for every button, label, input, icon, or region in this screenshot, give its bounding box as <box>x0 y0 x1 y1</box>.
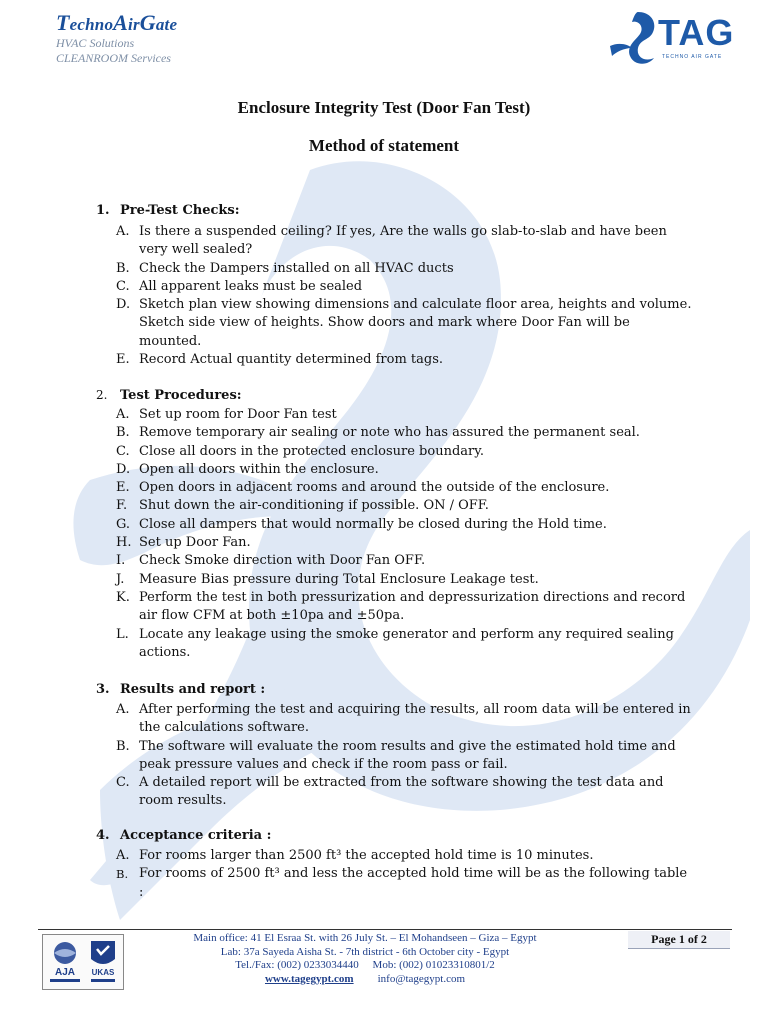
item-letter: B. <box>116 260 130 276</box>
item-letter: C. <box>116 775 130 791</box>
list-item <box>116 424 694 442</box>
item-text: The software will evaluate the room results and give the estimated hold time and peak pressure values and check if the room pass or fail. <box>139 738 676 772</box>
list-item <box>116 497 694 515</box>
item-letter: D. <box>116 461 131 477</box>
brand-word: echno <box>69 15 114 34</box>
item-letter: C. <box>116 278 130 294</box>
email-address: info@tagegypt.com <box>377 972 466 985</box>
ukas-logo-text: UKAS <box>91 968 115 977</box>
list-item <box>116 278 694 296</box>
list-item <box>116 479 694 497</box>
item-text: Set up room for Door Fan test <box>139 407 337 422</box>
item-letter: B. <box>116 867 129 882</box>
section-list <box>116 406 694 662</box>
list-item <box>116 534 694 552</box>
section-number: 4. <box>96 828 110 843</box>
brand-letter: A <box>113 10 129 35</box>
logo-subtext: TECHNO AIR GATE <box>662 54 723 60</box>
brand-letter: G <box>139 10 156 35</box>
ukas-certification-logo <box>87 939 119 985</box>
list-item <box>116 351 694 369</box>
item-letter: E. <box>116 480 130 496</box>
item-letter: A. <box>116 848 130 863</box>
section-list <box>116 701 694 811</box>
section-title: Acceptance criteria : <box>120 828 272 843</box>
item-letter: A. <box>116 407 130 422</box>
section-number: 1. <box>96 203 110 218</box>
item-text: Perform the test in both pressurization and depressurization directions and record air flow CFM at both ±10pa and ±50pa. <box>139 589 686 624</box>
section-title: Results and report : <box>120 682 266 697</box>
aja-certification-logo <box>46 939 84 985</box>
list-item <box>116 296 694 351</box>
item-text: Remove temporary air sealing or note who has assured the permanent seal. <box>139 425 640 441</box>
item-letter: B. <box>116 738 130 754</box>
section-heading <box>96 203 240 218</box>
propeller-icon <box>608 8 664 72</box>
footer-phone: Tel./Fax: (002) 0233034440 Mob: (002) 01023310801/2 <box>235 959 495 971</box>
section-title: Test Procedures: <box>120 388 242 403</box>
company-tagline-2: CLEANROOM Services <box>56 51 171 65</box>
list-item <box>116 626 694 663</box>
list-item <box>116 443 694 461</box>
company-tagline-1: HVAC Solutions <box>56 36 135 50</box>
section-title: Pre-Test Checks: <box>120 203 240 218</box>
item-text: Close all dampers that would normally be closed during the Hold time. <box>139 516 607 532</box>
list-item <box>116 223 694 260</box>
document-subtitle: Method of statement <box>308 136 460 155</box>
item-letter: J. <box>116 571 125 587</box>
list-item <box>116 260 694 278</box>
company-brand <box>56 10 177 66</box>
item-text: For rooms larger than 2500 ft³ the accepted hold time is 10 minutes. <box>139 848 594 863</box>
item-text: Set up Door Fan. <box>139 535 251 551</box>
item-letter: A. <box>116 702 130 717</box>
item-text: Record Actual quantity determined from tags. <box>139 352 444 368</box>
list-item <box>116 406 694 424</box>
list-item <box>116 589 694 626</box>
item-text: Shut down the air-conditioning if possible. ON / OFF. <box>139 498 489 514</box>
brand-word: ate <box>155 15 178 34</box>
item-text: After performing the test and acquiring the results, all room data will be entered in the calculations software. <box>139 702 691 736</box>
section-number: 2. <box>96 388 108 402</box>
item-letter: B. <box>116 425 130 441</box>
item-text: A detailed report will be extracted from the software showing the test data and room results. <box>139 775 664 809</box>
footer-divider <box>38 929 732 930</box>
section-list <box>116 223 694 369</box>
brand-letter: T <box>56 10 70 35</box>
item-letter: F. <box>116 498 128 514</box>
item-text: Open doors in adjacent rooms and around the outside of the enclosure. <box>139 480 610 496</box>
item-text: Is there a suspended ceiling? If yes, Are the walls go slab-to-slab and have been very well sealed? <box>139 224 667 258</box>
document-title: Enclosure Integrity Test (Door Fan Test) <box>237 98 531 117</box>
aja-logo-text: AJA <box>54 967 76 978</box>
item-text: Check Smoke direction with Door Fan OFF. <box>139 553 426 569</box>
website-link[interactable]: www.tagegypt.com <box>264 972 354 985</box>
section-list <box>116 847 694 902</box>
certification-logos <box>42 934 124 990</box>
item-letter: A. <box>116 224 130 239</box>
list-item <box>116 847 694 865</box>
tag-logo <box>608 8 740 72</box>
item-text: Sketch plan view showing dimensions and calculate floor area, heights and volume. Sketch side view of heights. Show doors and mark where Door Fan will be mounted. <box>139 297 692 349</box>
logo-text: TAG <box>658 12 735 53</box>
item-letter: D. <box>116 297 131 313</box>
item-text: Measure Bias pressure during Total Enclosure Leakage test. <box>139 571 539 587</box>
section-heading <box>96 828 271 843</box>
footer-address-lab: Lab: 37a Sayeda Aisha St. - 7th district - 6th October city - Egypt <box>220 945 510 958</box>
list-item <box>116 738 694 775</box>
item-text: Locate any leakage using the smoke generator and perform any required sealing actions. <box>139 626 674 660</box>
item-text: All apparent leaks must be sealed <box>139 278 363 294</box>
item-letter: E. <box>116 352 130 368</box>
item-letter: H. <box>116 535 132 551</box>
item-letter: L. <box>116 626 129 642</box>
list-item <box>116 774 694 811</box>
item-letter: I. <box>116 553 126 569</box>
list-item <box>116 516 694 534</box>
item-letter: G. <box>116 516 131 532</box>
item-letter: K. <box>116 589 130 605</box>
list-item <box>116 552 694 570</box>
footer-address-main: Main office: 41 El Esraa St. with 26 July St. – El Mohandseen – Giza – Egypt <box>193 932 537 944</box>
brand-word: ir <box>128 15 140 34</box>
footer-contact <box>150 932 580 986</box>
list-item <box>116 461 694 479</box>
section-number: 3. <box>96 682 110 697</box>
page-number: Page 1 of 2 <box>628 931 730 949</box>
list-item <box>116 701 694 738</box>
company-name <box>56 10 177 36</box>
list-item <box>116 865 694 902</box>
list-item <box>116 571 694 589</box>
section-heading <box>96 682 265 697</box>
item-text: Close all doors in the protected enclosure boundary. <box>139 443 484 459</box>
item-text: For rooms of 2500 ft³ and less the accepted hold time will be as the following table : <box>139 866 688 900</box>
item-letter: C. <box>116 443 130 459</box>
item-text: Open all doors within the enclosure. <box>139 461 379 477</box>
item-text: Check the Dampers installed on all HVAC ducts <box>139 260 454 276</box>
footer-links <box>150 973 580 987</box>
section-heading <box>96 388 242 403</box>
